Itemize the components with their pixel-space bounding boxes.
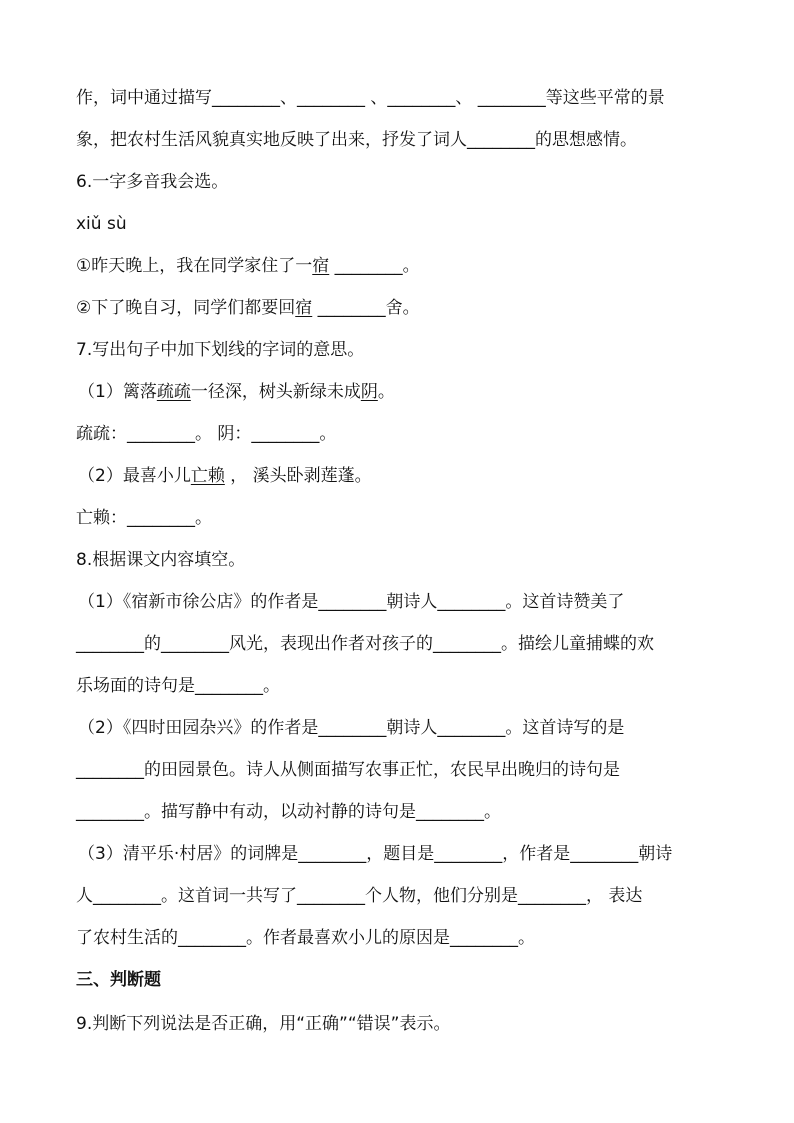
question-7-sentence-2 xyxy=(78,464,372,488)
sentence-text: 一径深，树头新绿未成 xyxy=(190,382,361,402)
item-text: ①昨天晚上，我在同学家住了一 xyxy=(76,256,313,276)
sentence-text: 。 xyxy=(377,382,395,402)
section-heading: 三、判断题 xyxy=(76,970,161,990)
underlined-word: 阴 xyxy=(360,382,378,402)
question-8-title: 8.根据课文内容填空。 xyxy=(76,550,246,570)
underlined-char: 宿 xyxy=(312,256,330,276)
question-7-answer-2: 亡赖：________。 xyxy=(76,508,212,528)
question-6-title: 6.一字多音我会选。 xyxy=(76,172,229,192)
question-8-line: ________。描写静中有动，以动衬静的诗句是________。 xyxy=(76,802,501,822)
answer-blank: ________舍。 xyxy=(312,298,420,318)
question-6-item-1 xyxy=(76,254,420,278)
answer-blank: ________。 xyxy=(329,256,420,276)
text-line: 作，词中通过描写________、________ 、________、 ________等这些平常的景 xyxy=(76,88,665,108)
underlined-word: 疏疏 xyxy=(156,382,191,402)
question-8-line: 乐场面的诗句是________。 xyxy=(76,676,280,696)
question-8-line: 了农村生活的________。作者最喜欢小儿的原因是________。 xyxy=(76,928,535,948)
question-7-sentence-1 xyxy=(78,380,395,404)
question-8-line: ________的________风光，表现出作者对孩子的________。描绘儿童捕蝶的欢 xyxy=(76,634,654,654)
question-7-title: 7.写出句子中加下划线的字词的意思。 xyxy=(76,340,365,360)
item-text: ②下了晚自习，同学们都要回 xyxy=(76,298,296,318)
pinyin-options: xiǔ sù xyxy=(76,214,127,234)
question-8-line: ________的田园景色。诗人从侧面描写农事正忙，农民早出晚归的诗句是 xyxy=(76,760,620,780)
sentence-text: ， 溪头卧剥莲蓬。 xyxy=(224,466,372,486)
text-line: 象，把农村生活风貌真实地反映了出来，抒发了词人________的思想感情。 xyxy=(76,130,637,150)
underlined-word: 亡赖 xyxy=(190,466,225,486)
sentence-text: （1）篱落 xyxy=(78,382,157,402)
question-8-line: 人________。这首词一共写了________个人物，他们分别是________， 表达 xyxy=(76,886,643,906)
question-9-title: 9.判断下列说法是否正确，用“正确”“错误”表示。 xyxy=(76,1014,451,1034)
question-6-item-2 xyxy=(76,296,420,320)
question-8-line: （2）《四时田园杂兴》的作者是________朝诗人________。这首诗写的是 xyxy=(78,718,625,738)
question-7-answer-1: 疏疏：________。 阴：________。 xyxy=(76,424,337,444)
underlined-char: 宿 xyxy=(295,298,313,318)
sentence-text: （2）最喜小儿 xyxy=(78,466,191,486)
question-8-line: （3）清平乐·村居》的词牌是________，题目是________，作者是________朝诗 xyxy=(78,844,673,864)
question-8-line: （1）《宿新市徐公店》的作者是________朝诗人________。这首诗赞美了 xyxy=(78,592,625,612)
